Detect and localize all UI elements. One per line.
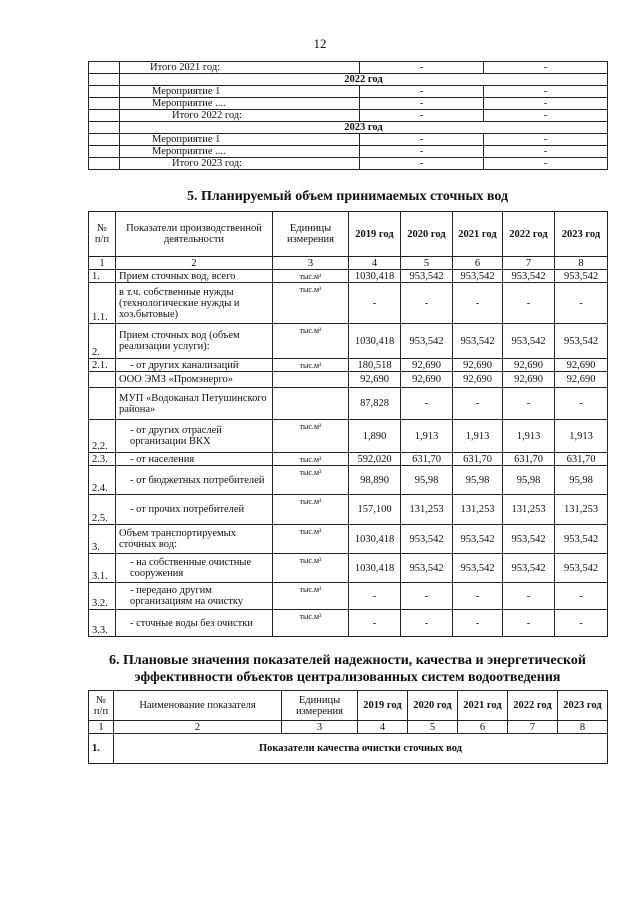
row-number: 1.	[89, 270, 116, 283]
column-header: 2021 год	[453, 212, 503, 257]
measure-value: -	[484, 158, 608, 170]
row-number-cell	[89, 134, 120, 146]
column-number: 7	[503, 257, 555, 270]
measure-label: Мероприятие ....	[120, 146, 360, 158]
column-header: 2023 год	[558, 691, 608, 721]
value-cell: 1,890	[349, 420, 401, 453]
table-row	[89, 158, 608, 170]
column-number: 1	[89, 257, 116, 270]
value-cell: -	[503, 388, 555, 420]
row-number	[89, 372, 116, 388]
measure-value: -	[484, 146, 608, 158]
measure-value: -	[484, 62, 608, 74]
value-cell: -	[555, 283, 608, 324]
unit	[273, 372, 349, 388]
column-number-row	[89, 721, 608, 734]
column-header: № п/п	[89, 691, 114, 721]
value-cell: -	[503, 610, 555, 637]
row-number: 2.4.	[89, 466, 116, 495]
table-row	[89, 734, 608, 764]
section6-title-line2: эффективности объектов централизованных систем водоотведения	[134, 670, 561, 685]
row-number: 1.1.	[89, 283, 116, 324]
header-row	[89, 691, 608, 721]
value-cell: 592,020	[349, 453, 401, 466]
measure-value: -	[360, 146, 484, 158]
value-cell: 953,542	[401, 554, 453, 583]
column-number: 3	[273, 257, 349, 270]
unit: тыс.м³	[273, 610, 349, 637]
measure-label: Мероприятие 1	[120, 86, 360, 98]
value-cell: 92,690	[349, 372, 401, 388]
table-row	[89, 359, 608, 372]
column-header: Показатели производственной деятельности	[116, 212, 273, 257]
value-cell: -	[349, 610, 401, 637]
value-cell: 92,690	[555, 359, 608, 372]
row-number: 2.1.	[89, 359, 116, 372]
column-number: 7	[508, 721, 558, 734]
value-cell: 953,542	[503, 324, 555, 359]
table-row	[89, 283, 608, 324]
value-cell: 131,253	[555, 495, 608, 525]
value-cell: -	[555, 583, 608, 610]
table-row	[89, 388, 608, 420]
table-row	[89, 610, 608, 637]
measure-value: -	[484, 86, 608, 98]
indicator-name: Объем транспортируемых сточных вод:	[116, 525, 273, 554]
unit: тыс.м³	[273, 466, 349, 495]
section6-title-line1: 6. Плановые значения показателей надежности, качества и энергетической	[109, 653, 586, 668]
column-number: 2	[116, 257, 273, 270]
value-cell: 953,542	[555, 525, 608, 554]
column-number: 5	[401, 257, 453, 270]
value-cell: 92,690	[503, 359, 555, 372]
column-number: 6	[458, 721, 508, 734]
column-number: 3	[282, 721, 358, 734]
unit	[273, 388, 349, 420]
measures-table	[88, 61, 608, 170]
measure-value: -	[484, 110, 608, 122]
value-cell: -	[453, 388, 503, 420]
indicator-name: МУП «Водоканал Петушинского района»	[116, 388, 273, 420]
row-number: 2.2.	[89, 420, 116, 453]
value-cell: 953,542	[453, 554, 503, 583]
value-cell: 1030,418	[349, 554, 401, 583]
table-row	[89, 146, 608, 158]
unit: тыс.м³	[273, 495, 349, 525]
measure-value: -	[484, 98, 608, 110]
row-number: 3.	[89, 525, 116, 554]
value-cell: 180,518	[349, 359, 401, 372]
value-cell: 92,690	[503, 372, 555, 388]
unit: тыс.м³	[273, 324, 349, 359]
column-header: 2020 год	[401, 212, 453, 257]
measure-value: -	[360, 158, 484, 170]
value-cell: 953,542	[555, 324, 608, 359]
value-cell: -	[453, 610, 503, 637]
wastewater-volume-table	[88, 211, 608, 637]
value-cell: -	[453, 583, 503, 610]
value-cell: -	[349, 283, 401, 324]
column-number: 4	[358, 721, 408, 734]
column-header: Единицы измерения	[273, 212, 349, 257]
unit: тыс.м³	[273, 283, 349, 324]
value-cell: 131,253	[453, 495, 503, 525]
table-row	[89, 270, 608, 283]
table-row	[89, 420, 608, 453]
value-cell: 953,542	[503, 554, 555, 583]
value-cell: 92,690	[555, 372, 608, 388]
year-label: 2022 год	[120, 74, 608, 86]
value-cell: -	[555, 610, 608, 637]
value-cell: 1030,418	[349, 324, 401, 359]
row-number: 3.2.	[89, 583, 116, 610]
unit: тыс.м³	[273, 420, 349, 453]
value-cell: 953,542	[401, 525, 453, 554]
value-cell: 953,542	[401, 324, 453, 359]
table-row	[89, 583, 608, 610]
column-header: 2023 год	[555, 212, 608, 257]
column-header: 2019 год	[358, 691, 408, 721]
value-cell: 95,98	[555, 466, 608, 495]
row-number-cell	[89, 122, 120, 134]
value-cell: 157,100	[349, 495, 401, 525]
value-cell: 1,913	[555, 420, 608, 453]
value-cell: 631,70	[453, 453, 503, 466]
indicator-name: - на собственные очистные сооружения	[116, 554, 273, 583]
value-cell: 953,542	[555, 554, 608, 583]
row-number-cell	[89, 110, 120, 122]
value-cell: 1030,418	[349, 525, 401, 554]
value-cell: 92,690	[401, 359, 453, 372]
value-cell: -	[401, 283, 453, 324]
measure-label: Итого 2023 год:	[120, 158, 360, 170]
row-number: 3.1.	[89, 554, 116, 583]
column-number: 6	[453, 257, 503, 270]
value-cell: 953,542	[503, 270, 555, 283]
row-number-cell	[89, 146, 120, 158]
table-row	[89, 86, 608, 98]
unit: тыс.м³	[273, 453, 349, 466]
value-cell: -	[555, 388, 608, 420]
unit: тыс.м³	[273, 359, 349, 372]
value-cell: 953,542	[453, 324, 503, 359]
value-cell: -	[503, 583, 555, 610]
value-cell: 1030,418	[349, 270, 401, 283]
measure-label: Итого 2022 год:	[120, 110, 360, 122]
measure-label: Мероприятие 1	[120, 134, 360, 146]
value-cell: 92,690	[401, 372, 453, 388]
value-cell: -	[401, 388, 453, 420]
row-number-cell	[89, 158, 120, 170]
row-number-cell	[89, 98, 120, 110]
indicator-name: Прием сточных вод (объем реализации услуги):	[116, 324, 273, 359]
measure-value: -	[360, 86, 484, 98]
value-cell: -	[401, 583, 453, 610]
value-cell: 953,542	[401, 270, 453, 283]
row-number-cell	[89, 86, 120, 98]
table-row	[89, 466, 608, 495]
value-cell: -	[401, 610, 453, 637]
measure-label: Мероприятие ....	[120, 98, 360, 110]
value-cell: 953,542	[555, 270, 608, 283]
indicator-name: - передано другим организациям на очистку	[116, 583, 273, 610]
value-cell: -	[503, 283, 555, 324]
value-cell: 953,542	[453, 270, 503, 283]
indicator-name: в т.ч. собственные нужды (технологические нужды и хоз.бытовые)	[116, 283, 273, 324]
indicator-name: ООО ЭМЗ «Промэнерго»	[116, 372, 273, 388]
row-number: 1.	[89, 734, 114, 764]
unit: тыс.м³	[273, 554, 349, 583]
value-cell: 95,98	[401, 466, 453, 495]
row-number: 2.	[89, 324, 116, 359]
indicator-name: - от прочих потребителей	[116, 495, 273, 525]
unit: тыс.м³	[273, 583, 349, 610]
header-row	[89, 212, 608, 257]
column-number: 4	[349, 257, 401, 270]
measure-value: -	[360, 98, 484, 110]
table-row	[89, 98, 608, 110]
row-title: Показатели качества очистки сточных вод	[114, 734, 608, 764]
year-row	[89, 74, 608, 86]
value-cell: 953,542	[503, 525, 555, 554]
column-header: 2022 год	[508, 691, 558, 721]
year-row	[89, 122, 608, 134]
measure-value: -	[360, 110, 484, 122]
table-row	[89, 110, 608, 122]
value-cell: 1,913	[401, 420, 453, 453]
column-header: № п/п	[89, 212, 116, 257]
indicator-name: - от других канализаций	[116, 359, 273, 372]
row-number-cell	[89, 74, 120, 86]
column-number: 1	[89, 721, 114, 734]
column-number: 2	[114, 721, 282, 734]
value-cell: 1,913	[503, 420, 555, 453]
measure-value: -	[360, 134, 484, 146]
table-row	[89, 324, 608, 359]
row-number-cell	[89, 62, 120, 74]
value-cell: 87,828	[349, 388, 401, 420]
column-number: 8	[558, 721, 608, 734]
unit: тыс.м³	[273, 525, 349, 554]
value-cell: 92,690	[453, 372, 503, 388]
column-number-row	[89, 257, 608, 270]
unit: тыс.м³	[273, 270, 349, 283]
measure-value: -	[360, 62, 484, 74]
indicator-name: - от населения	[116, 453, 273, 466]
value-cell: 131,253	[503, 495, 555, 525]
page-number: 12	[313, 36, 327, 51]
column-header: Наименование показателя	[114, 691, 282, 721]
column-number: 8	[555, 257, 608, 270]
table-row	[89, 525, 608, 554]
value-cell: 631,70	[503, 453, 555, 466]
row-number: 2.3.	[89, 453, 116, 466]
year-label: 2023 год	[120, 122, 608, 134]
row-number	[89, 388, 116, 420]
indicator-name: - сточные воды без очистки	[116, 610, 273, 637]
indicator-name: - от бюджетных потребителей	[116, 466, 273, 495]
section5-title: 5. Планируемый объем принимаемых сточных вод	[186, 189, 509, 204]
column-header: 2021 год	[458, 691, 508, 721]
value-cell: 631,70	[401, 453, 453, 466]
value-cell: 131,253	[401, 495, 453, 525]
table-row	[89, 62, 608, 74]
value-cell: 92,690	[453, 359, 503, 372]
measure-label: Итого 2021 год:	[120, 62, 360, 74]
value-cell: 95,98	[503, 466, 555, 495]
measure-value: -	[484, 134, 608, 146]
column-header: 2020 год	[408, 691, 458, 721]
value-cell: 953,542	[453, 525, 503, 554]
value-cell: 631,70	[555, 453, 608, 466]
column-header: 2022 год	[503, 212, 555, 257]
value-cell: -	[453, 283, 503, 324]
reliability-indicators-table	[88, 690, 608, 764]
column-header: 2019 год	[349, 212, 401, 257]
value-cell: 1,913	[453, 420, 503, 453]
table-row	[89, 372, 608, 388]
indicator-name: Прием сточных вод, всего	[116, 270, 273, 283]
row-number: 3.3.	[89, 610, 116, 637]
column-number: 5	[408, 721, 458, 734]
row-number: 2.5.	[89, 495, 116, 525]
column-header: Единицы измерения	[282, 691, 358, 721]
indicator-name: - от других отраслей организации ВКХ	[116, 420, 273, 453]
table-row	[89, 554, 608, 583]
table-row	[89, 495, 608, 525]
table-row	[89, 134, 608, 146]
value-cell: -	[349, 583, 401, 610]
value-cell: 95,98	[453, 466, 503, 495]
table-row	[89, 453, 608, 466]
value-cell: 98,890	[349, 466, 401, 495]
